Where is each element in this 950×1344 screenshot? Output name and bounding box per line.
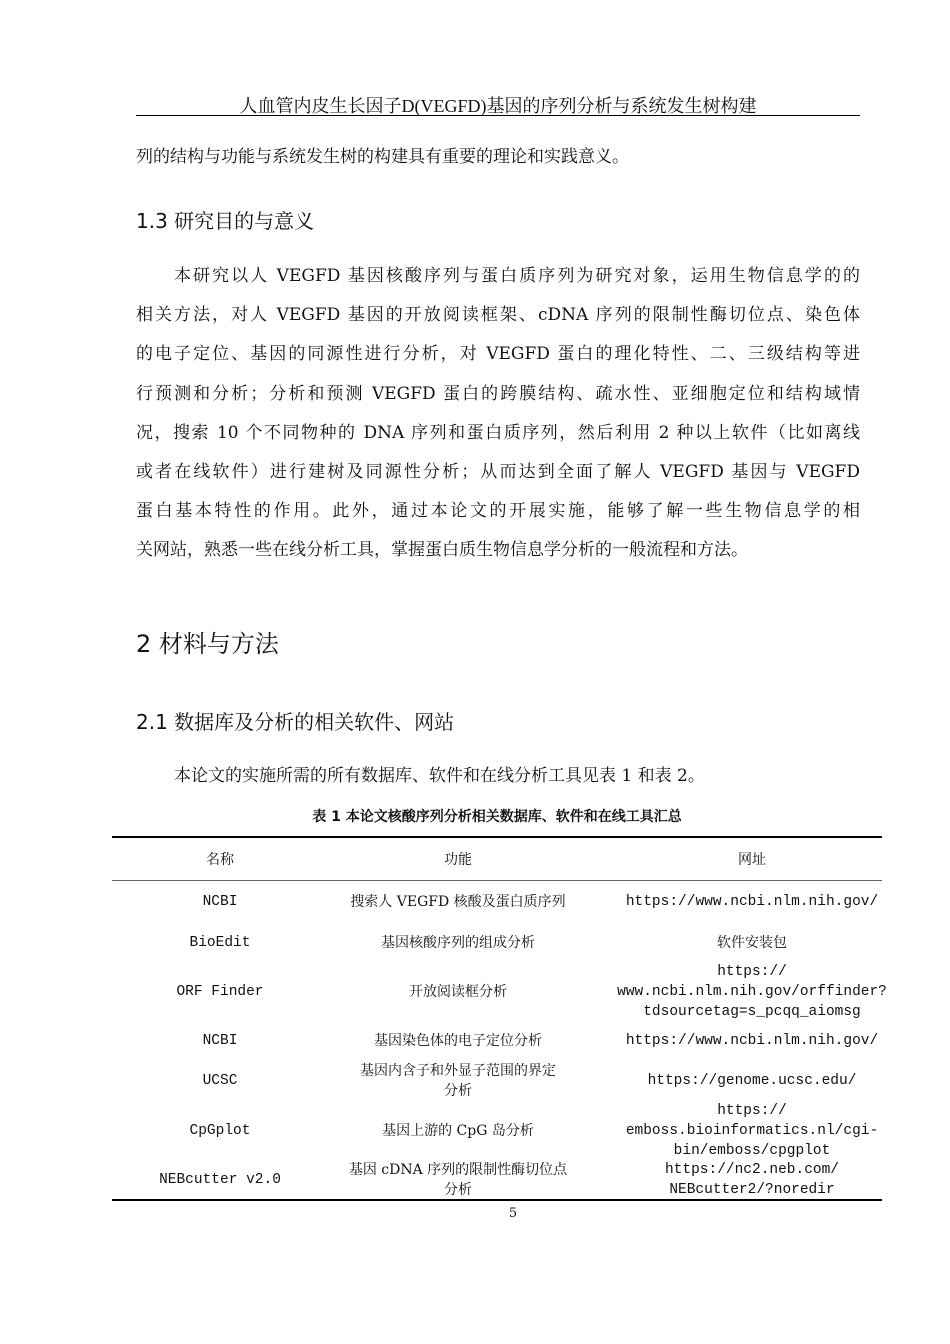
cell-name: NCBI — [202, 1033, 238, 1049]
cell-url: https://www.ncbi.nlm.nih.gov/ — [625, 894, 879, 910]
cell-function: 开放阅读框分析 — [409, 984, 507, 1000]
cell-url: 软件安装包 — [717, 935, 787, 951]
section-heading-1-3: 1.3 研究目的与意义 — [136, 209, 315, 233]
header-function: 功能 — [444, 852, 472, 868]
paragraph-line: 况，搜索 10 个不同物种的 DNA 序列和蛋白质序列，然后利用 2 种以上软件（比如离线 — [136, 422, 860, 443]
cell-url: https://genome.ucsc.edu/ — [647, 1073, 857, 1089]
paragraph-line: 关网站，熟悉一些在线分析工具，掌握蛋白质生物信息学分析的一般流程和方法。 — [136, 540, 748, 561]
table-caption: 表 1 本论文核酸序列分析相关数据库、软件和在线工具汇总 — [312, 809, 682, 825]
cell-function: 基因 cDNA 序列的限制性酶切位点 分析 — [348, 1162, 568, 1198]
cell-url: https:// emboss.bioinformatics.nl/cgi- bin/emboss/cpgplot — [625, 1103, 879, 1159]
cell-name: BioEdit — [189, 935, 251, 951]
cell-url: https:// www.ncbi.nlm.nih.gov/orffinder? tdsourcetag=s_pcqq_aiomsg — [617, 964, 887, 1020]
paragraph-line: 列的结构与功能与系统发生树的构建具有重要的理论和实践意义。 — [136, 147, 629, 167]
section-heading-2: 2 材料与方法 — [136, 630, 279, 658]
paragraph-line: 本研究以人 VEGFD 基因核酸序列与蛋白质序列为研究对象，运用生物信息学的的 — [174, 266, 860, 286]
cell-name: CpGplot — [189, 1123, 251, 1139]
cell-name: UCSC — [202, 1073, 238, 1089]
section-heading-2-1: 2.1 数据库及分析的相关软件、网站 — [136, 710, 455, 734]
paragraph-line: 行预测和分析；分析和预测 VEGFD 蛋白的跨膜结构、疏水性、亚细胞定位和结构域情 — [136, 383, 860, 404]
cell-name: NCBI — [202, 894, 238, 910]
page-number: 5 — [508, 1206, 518, 1221]
running-header: 人血管内皮生长因子D(VEGFD)基因的序列分析与系统发生树构建 — [239, 96, 757, 116]
cell-url: https://www.ncbi.nlm.nih.gov/ — [625, 1033, 879, 1049]
table-header-rule — [112, 880, 882, 881]
paragraph-line: 蛋白基本特性的作用。此外，通过本论文的开展实施，能够了解一些生物信息学的相 — [136, 501, 860, 522]
cell-name: NEBcutter v2.0 — [159, 1172, 281, 1188]
paragraph-line: 相关方法，对人 VEGFD 基因的开放阅读框架、cDNA 序列的限制性酶切位点、染色体 — [136, 305, 860, 326]
table-top-rule — [112, 836, 882, 838]
cell-function: 基因核酸序列的组成分析 — [381, 935, 535, 951]
cell-function: 基因上游的 CpG 岛分析 — [382, 1123, 534, 1139]
paragraph-line: 的电子定位、基因的同源性进行分析，对 VEGFD 蛋白的理化特性、二、三级结构等进 — [136, 344, 860, 365]
cell-function: 基因内含子和外显子范围的界定 分析 — [360, 1063, 556, 1099]
header-rule — [136, 115, 860, 116]
cell-url: https://nc2.neb.com/ NEBcutter2/?noredir — [664, 1162, 840, 1198]
paragraph-line: 本论文的实施所需的所有数据库、软件和在线分析工具见表 1 和表 2。 — [174, 766, 705, 786]
paragraph-line: 或者在线软件）进行建树及同源性分析；从而达到全面了解人 VEGFD 基因与 VEGFD — [136, 462, 860, 482]
cell-function: 基因染色体的电子定位分析 — [374, 1033, 542, 1049]
cell-name: ORF Finder — [176, 984, 264, 1000]
header-name: 名称 — [206, 852, 234, 868]
header-url: 网址 — [738, 852, 766, 868]
cell-function: 搜索人 VEGFD 核酸及蛋白质序列 — [350, 894, 566, 910]
